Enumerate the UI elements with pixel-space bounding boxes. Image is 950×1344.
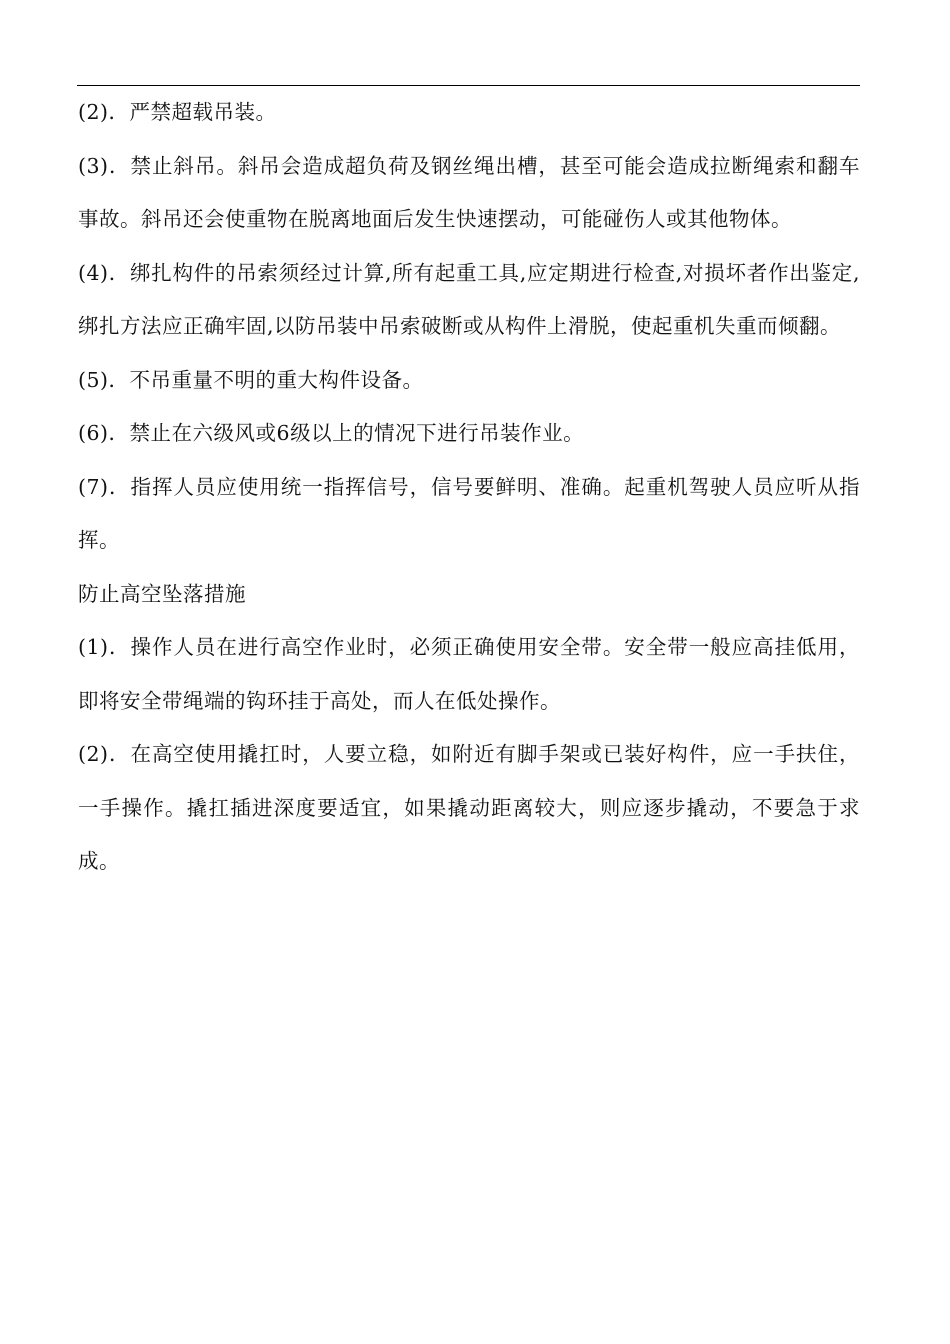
document-body bbox=[78, 86, 860, 889]
paragraph-safety-belt: (1)．操作人员在进行高空作业时，必须正确使用安全带。安全带一般应高挂低用，即将安全带绳端的钩环挂于高处，而人在低处操作。 bbox=[78, 635, 860, 713]
paragraph-wind-limit: (6)．禁止在六级风或6级以上的情况下进行吊装作业。 bbox=[78, 421, 585, 445]
section-heading-fall-prevention: 防止高空坠落措施 bbox=[78, 581, 246, 606]
paragraph-unknown-weight: (5)．不吊重量不明的重大构件设备。 bbox=[78, 367, 424, 392]
paragraph-overload-ban: (2)．严禁超载吊装。 bbox=[78, 100, 277, 124]
paragraph-oblique-lift-ban: (3)．禁止斜吊。斜吊会造成超负荷及钢丝绳出槽，甚至可能会造成拉断绳索和翻车事故。斜吊还会使重物在脱离地面后发生快速摆动，可能碰伤人或其他物体。 bbox=[78, 153, 860, 231]
paragraph-crowbar-use: (2)．在高空使用撬扛时，人要立稳，如附近有脚手架或已装好构件，应一手扶住，一手操作。撬扛插进深度要适宜，如果撬动距离较大，则应逐步撬动，不要急于求成。 bbox=[78, 742, 860, 873]
paragraph-sling-calculation: (4)．绑扎构件的吊索须经过计算,所有起重工具,应定期进行检查,对损坏者作出鉴定,绑扎方法应正确牢固,以防吊装中吊索破断或从构件上滑脱，使起重机失重而倾翻。 bbox=[78, 260, 860, 338]
paragraph-signal-command: (7)．指挥人员应使用统一指挥信号，信号要鲜明、准确。起重机驾驶人员应听从指挥。 bbox=[78, 474, 860, 552]
